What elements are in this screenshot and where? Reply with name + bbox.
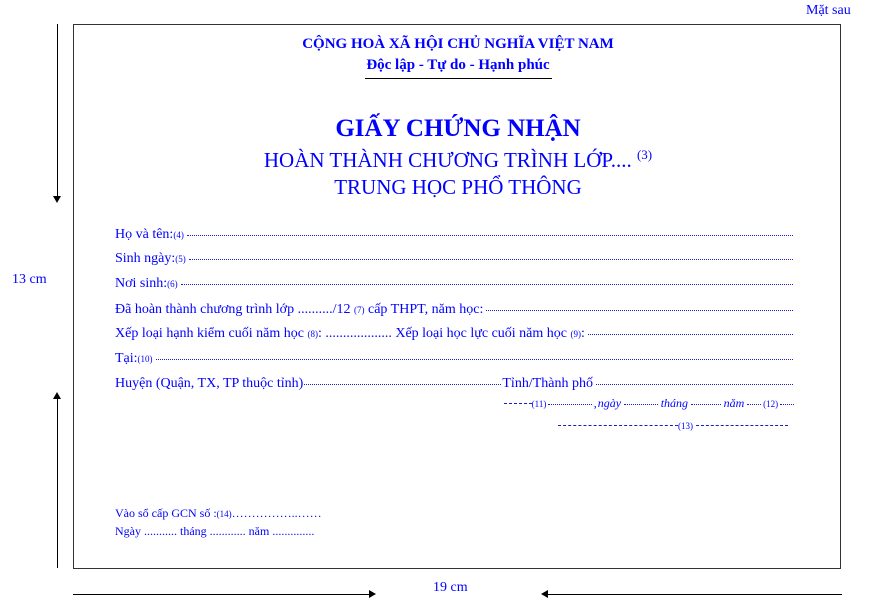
month-label: tháng	[660, 396, 689, 410]
year-input[interactable]	[747, 404, 761, 405]
day-label: ngày	[597, 396, 622, 410]
full-name-label: Họ và tên:	[115, 227, 174, 242]
at-label: Tại:	[115, 351, 138, 366]
district-input[interactable]	[304, 384, 501, 385]
year-label: năm	[723, 396, 745, 410]
district-label: Huyện (Quận, TX, TP thuộc tỉnh)	[115, 376, 304, 391]
registry-date-line: Ngày ........... tháng ............ năm ..............	[115, 524, 315, 538]
registry-label: Vào sổ cấp GCN số :	[115, 506, 217, 520]
school-input[interactable]	[156, 359, 793, 360]
arrow-down-icon	[53, 196, 61, 203]
completed-label: Đã hoàn thành chương trình lớp ........../12	[115, 302, 351, 317]
field-location	[115, 376, 793, 394]
width-dimension-line-left	[73, 594, 370, 595]
page-side-label: Mặt sau	[806, 3, 851, 18]
place-input[interactable]	[504, 403, 532, 404]
field-birth-place: Nơi sinh: (6)	[115, 276, 793, 294]
registry-number-input[interactable]: ……………..……	[231, 506, 322, 520]
field-completed-grade: Đã hoàn thành chương trình lớp ........../12 (7) cấp THPT, năm học:	[115, 302, 793, 320]
issue-date-line: (11) , ngày tháng năm (12)	[504, 396, 796, 411]
certificate-frame	[73, 24, 841, 569]
academic-label: Xếp loại học lực cuối năm học	[395, 326, 567, 341]
date-tail-input[interactable]	[780, 404, 794, 405]
field-at: Tại: (10)	[115, 351, 793, 369]
subtitle-note: (3)	[636, 147, 653, 162]
field-birth-date: Sinh ngày: (5)	[115, 251, 793, 269]
national-motto: Độc lập - Tự do - Hạnh phúc	[366, 57, 550, 73]
registry-number-line: Vào sổ cấp GCN số : (14) ……………..……	[115, 506, 322, 520]
day-input[interactable]	[624, 404, 658, 405]
certificate-level: TRUNG HỌC PHỔ THÔNG	[334, 175, 582, 199]
birth-place-input[interactable]	[181, 284, 793, 285]
birth-date-label: Sinh ngày:	[115, 251, 176, 266]
subtitle-text: HOÀN THÀNH CHƯƠNG TRÌNH LỚP....	[263, 148, 632, 172]
width-dimension-label: 19 cm	[433, 580, 468, 595]
month-input[interactable]	[691, 404, 721, 405]
height-dimension-line-bottom	[57, 398, 58, 568]
birth-place-label: Nơi sinh:	[115, 276, 168, 291]
signature-line: (13)	[558, 426, 794, 429]
certificate-subtitle	[0, 148, 874, 173]
width-dimension-line-right	[547, 594, 842, 595]
conduct-label: Xếp loại hạnh kiểm cuối năm học	[115, 326, 304, 341]
conduct-input[interactable]: : ...................	[317, 326, 392, 341]
height-dimension-line-top	[57, 24, 58, 196]
school-year-input[interactable]	[486, 310, 793, 311]
province-label: Tỉnh/Thành phố	[502, 376, 593, 391]
arrow-right-icon	[369, 590, 376, 598]
signature-name-input[interactable]	[696, 425, 788, 426]
motto-underline	[365, 78, 552, 79]
province-input[interactable]	[596, 384, 793, 385]
birth-date-input[interactable]	[189, 259, 793, 260]
certificate-title: GIẤY CHỨNG NHẬN	[335, 115, 581, 142]
field-ratings: Xếp loại hạnh kiểm cuối năm học (8) : ................... Xếp loại học lực cuối năm học (9) :	[115, 326, 793, 344]
academic-input[interactable]	[588, 334, 793, 335]
place-name-input[interactable]	[548, 404, 591, 405]
field-full-name: Họ và tên: (4)	[115, 227, 793, 245]
completed-suffix: cấp THPT, năm học:	[367, 302, 484, 317]
academic-colon: :	[581, 326, 585, 341]
nation-name: CỘNG HOÀ XÃ HỘI CHỦ NGHĨA VIỆT NAM	[302, 36, 614, 52]
signature-title-input[interactable]	[558, 425, 678, 426]
height-dimension-label: 13 cm	[12, 272, 47, 287]
full-name-input[interactable]	[187, 235, 793, 236]
